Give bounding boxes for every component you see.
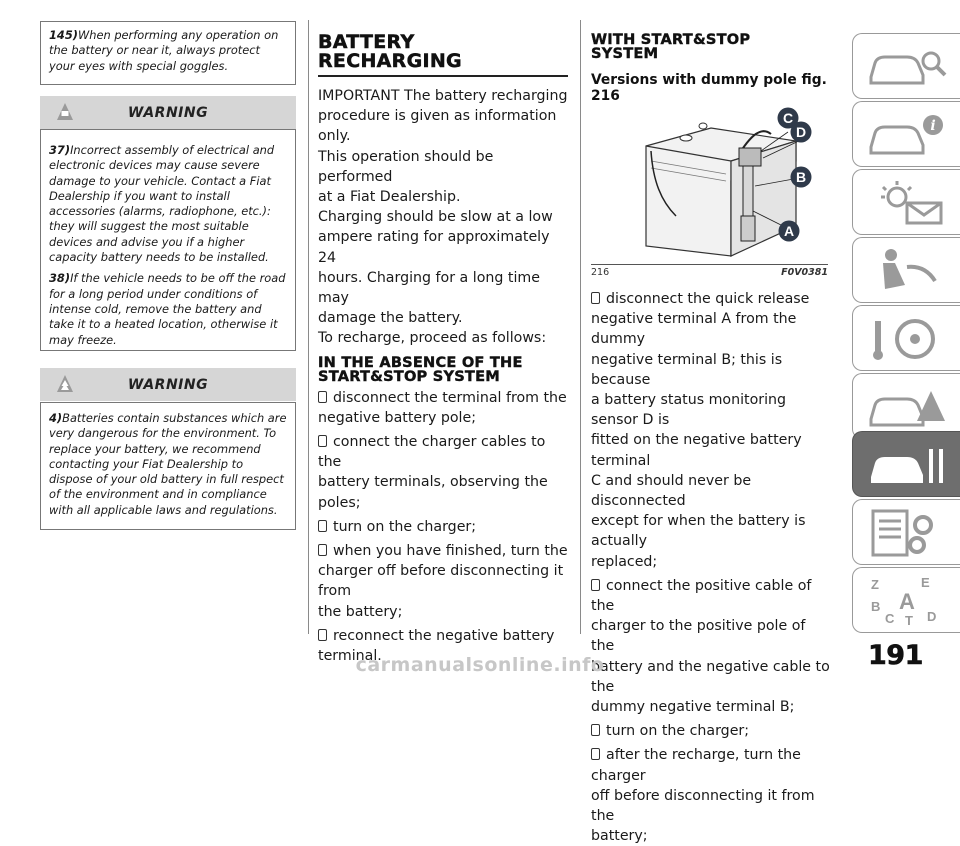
svg-text:C: C: [782, 110, 794, 126]
step-text: when you have finished, turn the: [333, 543, 568, 560]
sidebar-tab-car-info[interactable]: [852, 101, 960, 167]
note-text: Incorrect assembly of electrical and electronic devices may cause severe damage to your vehicle. Contact a Fiat Dealership if you want to install accessories (alarms, radiophone, etc.): they will suggest the most suitable devices and advise you if a higher capacity battery needs to be installed.: [49, 143, 275, 265]
intro-text: [318, 86, 568, 349]
intro-line: ampere rating for approximately 24: [318, 229, 550, 266]
checkbox-bullet-icon: [318, 435, 327, 447]
warning-title: WARNING: [127, 104, 209, 121]
step-line: negative terminal A from the dummy: [591, 311, 797, 348]
svg-text:E: E: [921, 575, 930, 590]
figure-caption: [591, 264, 828, 278]
step-line: off before disconnecting it from the: [591, 787, 815, 825]
step-line: terminal.: [318, 648, 382, 665]
column-divider: [580, 20, 581, 634]
seat-safety-icon: [865, 245, 949, 297]
svg-text:D: D: [795, 124, 807, 140]
svg-text:i: i: [930, 118, 936, 134]
warning-lights-icon: [865, 177, 949, 229]
intro-line: Charging should be slow at a low: [318, 209, 553, 226]
step-line: [318, 541, 568, 561]
intro-line: IMPORTANT The battery recharging: [318, 88, 568, 104]
section-heading: [318, 33, 568, 71]
car-emergency-icon: [865, 381, 949, 433]
watermark: carmanualsonline.info: [355, 654, 605, 676]
step-line: dummy negative terminal B;: [591, 699, 795, 716]
note-number: 38): [49, 271, 71, 286]
list-item: [591, 721, 831, 741]
svg-text:A: A: [899, 589, 915, 614]
step-line: negative battery pole;: [318, 409, 476, 426]
step-line: battery and the negative cable to the: [591, 658, 830, 695]
checkbox-bullet-icon: [318, 520, 327, 532]
step-line: C and should never be disconnected: [591, 472, 752, 510]
note-145: [49, 28, 287, 74]
svg-text:Z: Z: [871, 577, 879, 592]
alphabet-index-icon: [865, 575, 949, 627]
note-text: If the vehicle needs to be off the road for a long period under conditions of intense cold, remove the battery and take it to a heated location, otherwise it may freeze.: [49, 271, 286, 347]
step-text: turn on the charger;: [333, 518, 477, 535]
middle-column: [318, 33, 568, 666]
sidebar-tab-steering-key[interactable]: [852, 305, 960, 371]
note-number: 37): [49, 143, 71, 157]
step-line: except for when the battery is actually: [591, 513, 806, 550]
intro-line: This operation should be performed: [318, 148, 494, 185]
heading-line: BATTERY: [318, 31, 415, 53]
note-4: [49, 411, 287, 518]
intro-line: procedure is given as information only.: [318, 108, 557, 145]
checkbox-bullet-icon: [318, 544, 327, 556]
intro-line: To recharge, proceed as follows:: [318, 330, 547, 347]
svg-text:C: C: [885, 611, 895, 626]
svg-text:B: B: [795, 169, 807, 185]
car-maintenance-icon: [865, 439, 949, 491]
sidebar-tab-car-maintenance[interactable]: [852, 431, 960, 497]
list-item: [318, 541, 568, 622]
figure-label-a: [779, 221, 800, 242]
list-item: [318, 432, 568, 513]
step-line: [318, 388, 568, 408]
list-item: [591, 576, 831, 717]
svg-text:T: T: [905, 613, 913, 627]
note-text: Batteries contain substances which are very dangerous for the environment. To replace your battery, we recommend contacting your Fiat Dealership to dispose of your old battery in full respect of the environment and in compliance with all applicable laws and regulations.: [49, 411, 287, 517]
steps-list: [318, 388, 568, 667]
checkbox-bullet-icon: [318, 391, 327, 403]
heading-line: SYSTEM: [591, 45, 659, 62]
car-search-icon: [865, 41, 949, 93]
checkbox-bullet-icon: [591, 579, 600, 591]
note-number: 145): [49, 28, 78, 42]
step-line: [591, 576, 831, 616]
step-line: [318, 626, 568, 646]
checkbox-bullet-icon: [591, 748, 600, 760]
subheading: Versions with dummy pole fig. 216: [591, 72, 827, 104]
step-line: [318, 517, 568, 537]
technical-specs-icon: [865, 507, 949, 559]
note-text: When performing any operation on the battery or near it, always protect your eyes with special goggles.: [49, 28, 279, 73]
environment-tree-icon: [56, 374, 74, 394]
note-38: [49, 271, 287, 347]
list-item: [318, 517, 568, 537]
step-line: charger to the positive pole of the: [591, 618, 806, 655]
right-column: [591, 33, 831, 104]
heading-rule: [318, 75, 568, 77]
right-steps-list: [591, 289, 831, 846]
heading-line: WITH START&STOP: [591, 31, 751, 48]
sidebar-tab-technical-specs[interactable]: [852, 499, 960, 565]
note-box-145: [40, 21, 296, 85]
steering-key-icon: [865, 313, 949, 365]
section-heading: [591, 33, 831, 61]
step-text: after the recharge, turn the charger: [591, 747, 801, 784]
step-text: connect the charger cables to the: [318, 434, 546, 471]
figure-code: F0V0381: [781, 267, 828, 278]
sidebar-tab-seat-safety[interactable]: [852, 237, 960, 303]
step-text: connect the positive cable of the: [591, 577, 812, 615]
column-divider: [308, 20, 309, 634]
heading-line: IN THE ABSENCE OF THE: [318, 353, 523, 371]
intro-line: hours. Charging for a long time may: [318, 269, 540, 307]
note-37: [49, 143, 287, 265]
figure-number: 216: [591, 267, 610, 278]
warning-box-1: [40, 129, 296, 351]
warning-box-2: [40, 402, 296, 530]
intro-line: at a Fiat Dealership.: [318, 189, 461, 206]
svg-text:D: D: [927, 609, 937, 624]
intro-line: damage the battery.: [318, 310, 463, 327]
warning-battery-icon: [56, 102, 74, 122]
checkbox-bullet-icon: [591, 292, 600, 304]
heading-line: START&STOP SYSTEM: [318, 367, 500, 385]
step-line: [318, 432, 568, 472]
step-line: the battery;: [318, 603, 403, 620]
step-text: reconnect the negative battery: [333, 627, 555, 644]
step-line: negative terminal B; this is because: [591, 351, 783, 388]
step-line: a battery status monitoring sensor D is: [591, 392, 787, 429]
note-number: 4): [49, 411, 63, 425]
step-line: replaced;: [591, 553, 658, 570]
list-item: [591, 289, 831, 572]
list-item: [318, 388, 568, 428]
step-text: turn on the charger;: [606, 723, 750, 740]
step-line: fitted on the negative battery terminal: [591, 432, 802, 469]
warning-header-1: [40, 96, 296, 129]
figure-label-b: [791, 167, 812, 188]
sidebar-tab-car-search[interactable]: [852, 33, 960, 99]
subsection-heading: [318, 353, 568, 385]
checkbox-bullet-icon: [591, 724, 600, 736]
step-line: [591, 289, 831, 309]
checkbox-bullet-icon: [318, 629, 327, 641]
sidebar-tab-alphabet-index[interactable]: [852, 567, 960, 633]
battery-figure: [591, 106, 828, 261]
step-line: [591, 745, 831, 785]
figure-label-d: [791, 122, 812, 143]
svg-text:A: A: [783, 223, 795, 239]
step-text: disconnect the terminal from the: [333, 389, 567, 406]
list-item: [591, 745, 831, 846]
step-line: [591, 721, 831, 741]
warning-title: WARNING: [127, 376, 209, 393]
step-text: disconnect the quick release: [606, 291, 810, 307]
sidebar-tab-warning-lights[interactable]: [852, 169, 960, 235]
warning-header-2: [40, 368, 296, 401]
step-line: battery;: [591, 828, 648, 845]
svg-text:B: B: [871, 599, 881, 614]
heading-line: RECHARGING: [318, 50, 462, 72]
step-line: charger off before disconnecting it from: [318, 563, 564, 600]
car-info-icon: [865, 109, 949, 161]
step-line: battery terminals, observing the poles;: [318, 474, 548, 511]
page-number: 191: [868, 640, 923, 671]
sidebar-tab-car-emergency[interactable]: [852, 373, 960, 439]
